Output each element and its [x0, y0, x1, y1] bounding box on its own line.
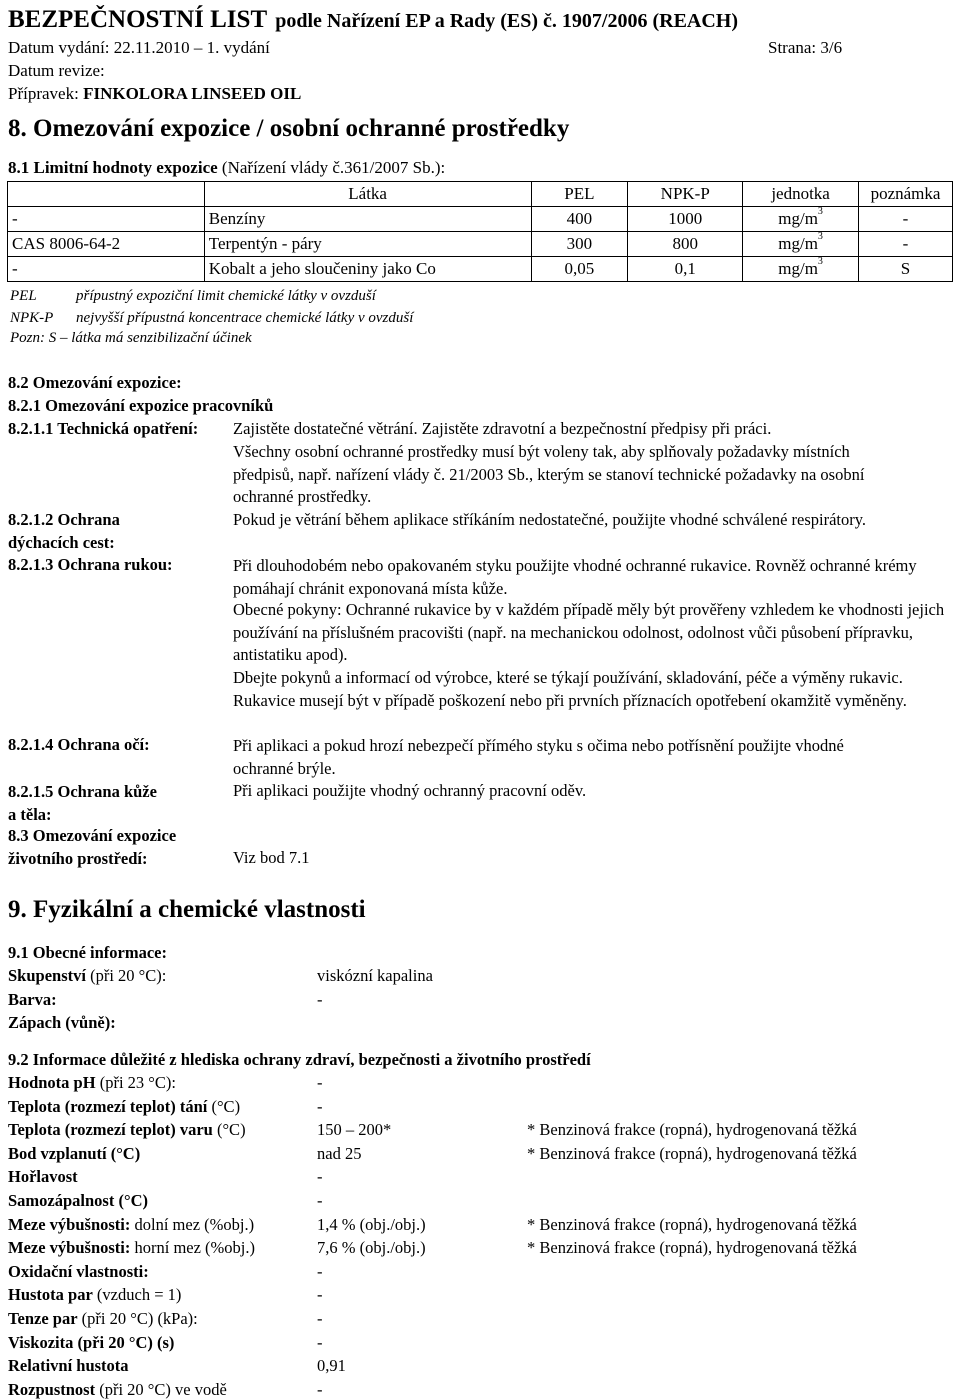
property-footnote: * Benzinová frakce (ropná), hydrogenovaná těžká	[527, 1238, 857, 1258]
table-row	[8, 232, 953, 257]
note-cell: S	[859, 257, 953, 282]
section-8-2-heading: 8.2 Omezování expozice:	[8, 373, 182, 392]
legend-text: nejvyšší přípustná koncentrace chemické látky v ovzduší	[76, 310, 414, 326]
table-header-cell	[8, 182, 205, 207]
property-label: Samozápalnost (°C)	[8, 1191, 148, 1210]
property-label-detail: (při 20 °C) ve vodě	[95, 1379, 227, 1399]
property-label: Teplota (rozmezí teplot) varu	[8, 1120, 213, 1140]
property-row	[8, 1285, 181, 1305]
legend-abbr: NPK-P	[10, 310, 54, 326]
property-value: -	[317, 1379, 323, 1399]
section-8-1-title: 8.1 Limitní hodnoty expozice	[8, 158, 218, 177]
respiratory-protection-label-line2: dýchacích cest:	[8, 532, 115, 552]
property-label: Skupenství	[8, 966, 86, 985]
section-8-1-reference: (Nařízení vlády č.361/2007 Sb.):	[221, 158, 446, 177]
table-header-cell: NPK-P	[628, 182, 743, 207]
npk-cell: 1000	[628, 207, 743, 232]
table-row	[8, 257, 953, 282]
property-row	[8, 1333, 174, 1353]
property-label: Bod vzplanutí (°C)	[8, 1143, 141, 1163]
ventilation-text: Zajistěte dostatečné větrání.	[233, 419, 418, 438]
legend-item	[10, 310, 413, 327]
property-value: -	[317, 990, 323, 1009]
property-row	[8, 1097, 240, 1117]
legend-abbr: Pozn: S –	[10, 330, 68, 346]
property-footnote: * Benzinová frakce (ropná), hydrogenovaná těžká	[527, 1143, 857, 1163]
skin-protection-text: Při aplikaci použijte vhodný ochranný pracovní oděv.	[233, 781, 587, 800]
pel-cell: 300	[531, 232, 628, 257]
property-row	[8, 1380, 227, 1400]
property-label: Barva:	[8, 990, 57, 1009]
eye-protection-text: Při aplikaci a pokud hrozí nebezpečí přímého styku s očima nebo potřísnění použijte vhodné ochranné brýle.	[233, 736, 844, 778]
ppe-requirements-text: Všechny osobní ochranné prostředky musí být voleny tak, aby splňovaly požadavky místních předpisů, např. nařízení vlády č. 21/2003 Sb., kterým se stanoví technické požadavky na osobní ochranné prostředky.	[233, 442, 865, 507]
property-row	[8, 1238, 255, 1258]
issue-date-label: Datum vydání:	[8, 38, 110, 57]
property-row	[8, 1167, 78, 1187]
section-9-heading: 9. Fyzikální a chemické vlastnosti	[8, 896, 366, 923]
property-label-detail: (při 23 °C):	[95, 1073, 176, 1092]
property-value: -	[317, 1167, 323, 1187]
table-header-cell: Látka	[204, 182, 531, 207]
table-header-cell: PEL	[531, 182, 628, 207]
property-row	[8, 1120, 246, 1140]
property-label: Relativní hustota	[8, 1356, 129, 1376]
property-label: Viskozita (při 20 °C) (s)	[8, 1332, 175, 1352]
note-cell: -	[859, 207, 953, 232]
table-header-cell: poznámka	[859, 182, 953, 207]
property-footnote: * Benzinová frakce (ropná), hydrogenovaná těžká	[527, 1120, 857, 1140]
property-label: Meze výbušnosti:	[8, 1214, 131, 1234]
section-9-2-heading: 9.2 Informace důležité z hlediska ochrany zdraví, bezpečnosti a životního prostředí	[8, 1050, 591, 1069]
unit-text: mg/m	[778, 209, 818, 228]
cas-cell: -	[8, 207, 205, 232]
unit-cell	[743, 232, 859, 257]
property-label: Tenze par	[8, 1309, 78, 1328]
substance-cell: Kobalt a jeho sloučeniny jako Co	[204, 257, 531, 282]
property-label: Hořlavost	[8, 1167, 78, 1187]
property-label-detail: dolní mez (%obj.)	[130, 1214, 255, 1234]
pel-cell: 0,05	[531, 257, 628, 282]
property-row	[8, 1191, 148, 1211]
property-label: Zápach (vůně):	[8, 1013, 116, 1032]
property-value: -	[317, 1332, 323, 1352]
property-row	[8, 1356, 129, 1376]
skin-protection-label	[8, 781, 157, 826]
technical-measures-text	[233, 419, 771, 439]
section-8-1-heading	[8, 158, 445, 178]
respiratory-protection-text: Pokud je větrání během aplikace stříkáním nedostatečné, použijte vhodné schválené respirátory.	[233, 510, 867, 529]
substance-cell: Terpentýn - páry	[204, 232, 531, 257]
safety-regulations-text: Zajistěte zdravotní a bezpečnostní předpisy při práci.	[421, 419, 772, 438]
section-8-heading: 8. Omezování expozice / osobní ochranné prostředky	[8, 115, 570, 142]
document-header	[8, 6, 738, 34]
property-value: -	[317, 1285, 323, 1305]
table-row	[8, 207, 953, 232]
property-label-detail: (při 20 °C):	[85, 966, 167, 985]
property-label: Meze výbušnosti:	[8, 1238, 131, 1258]
unit-superscript: 3	[817, 231, 823, 242]
property-label: Rozpustnost	[8, 1379, 96, 1399]
product-value: FINKOLORA LINSEED OIL	[83, 84, 302, 103]
property-value: viskózní kapalina	[317, 966, 433, 985]
legend-text: přípustný expoziční limit chemické látky v ovzduší	[76, 288, 376, 304]
property-label-detail: (při 20 °C) (kPa):	[77, 1309, 198, 1328]
property-row	[8, 1309, 198, 1329]
unit-superscript: 3	[817, 256, 823, 267]
unit-superscript: 3	[817, 206, 823, 217]
unit-text: mg/m	[778, 234, 818, 253]
substance-cell: Benzíny	[204, 207, 531, 232]
document-subtitle: podle Nařízení EP a Rady (ES) č. 1907/2006 (REACH)	[275, 10, 739, 32]
property-label: Teplota (rozmezí teplot) tání	[8, 1096, 208, 1116]
property-label: Hodnota pH	[8, 1073, 96, 1092]
section-8-2-1-heading: 8.2.1 Omezování expozice pracovníků	[8, 396, 274, 415]
legend-item	[10, 288, 376, 305]
property-row	[8, 1262, 149, 1282]
note-cell: -	[859, 232, 953, 257]
property-label-detail: (vzduch = 1)	[92, 1285, 182, 1305]
property-row	[8, 1215, 254, 1235]
table-header-cell: jednotka	[743, 182, 859, 207]
property-label-detail: horní mez (%obj.)	[130, 1238, 256, 1258]
property-row	[8, 966, 166, 986]
property-label: Hustota par	[8, 1285, 93, 1305]
cas-cell: CAS 8006-64-2	[8, 232, 205, 257]
unit-cell	[743, 207, 859, 232]
hand-protection-text-3: Dbejte pokynů a informací od výrobce, které se týkají používání, skladování, péče a výměny rukavic. Rukavice musejí být v případě poškození nebo při prvních příznacích opotřebení okamžitě vyměněny.	[233, 668, 907, 710]
property-row	[8, 1073, 176, 1093]
revision-date-label: Datum revize:	[8, 61, 105, 80]
legend-item	[10, 330, 252, 347]
property-footnote: * Benzinová frakce (ropná), hydrogenovaná těžká	[527, 1214, 857, 1234]
environmental-exposure-label	[8, 825, 176, 870]
property-label-detail: (°C)	[212, 1120, 246, 1140]
technical-measures-label: 8.2.1.1 Technická opatření:	[8, 419, 199, 438]
property-value: -	[317, 1309, 323, 1328]
property-label-detail: (°C)	[207, 1096, 241, 1116]
eye-protection-label: 8.2.1.4 Ochrana očí:	[8, 735, 150, 754]
property-value: 1,4 % (obj./obj.)	[317, 1214, 426, 1234]
product-name	[8, 84, 301, 104]
property-value: 150 – 200*	[317, 1120, 392, 1140]
unit-cell	[743, 257, 859, 282]
hand-protection-label: 8.2.1.3 Ochrana rukou:	[8, 555, 173, 574]
legend-abbr: PEL	[10, 288, 37, 304]
product-label: Přípravek:	[8, 84, 79, 103]
environmental-exposure-label-line1: 8.3 Omezování expozice	[8, 826, 177, 845]
section-9-1-heading: 9.1 Obecné informace:	[8, 943, 167, 962]
skin-protection-label-line1: 8.2.1.5 Ochrana kůže	[8, 782, 157, 801]
environmental-exposure-label-line2: životního prostředí:	[8, 848, 148, 868]
property-value: -	[317, 1073, 323, 1092]
property-value: 7,6 % (obj./obj.)	[317, 1238, 426, 1258]
npk-cell: 0,1	[628, 257, 743, 282]
property-label: Oxidační vlastnosti:	[8, 1261, 149, 1281]
property-value: nad 25	[317, 1143, 362, 1163]
hand-protection-text-1: Při dlouhodobém nebo opakovaném styku použijte vhodné ochranné rukavice. Rovněž ochranné krémy pomáhají chránit exponovaná místa kůže.	[233, 556, 917, 598]
property-row	[8, 1144, 140, 1164]
pel-cell: 400	[531, 207, 628, 232]
npk-cell: 800	[628, 232, 743, 257]
exposure-limits-table	[7, 181, 953, 282]
property-value: 0,91	[317, 1356, 346, 1376]
hand-protection-text-2: Obecné pokyny: Ochranné rukavice by v každém případě měly být prověřeny vzhledem ke vhodnosti jejich používání na příslušném pracovišti (např. na mechanickou odolnost, odolnost vůči působení přípravku, antistatiku apod).	[233, 600, 945, 665]
unit-text: mg/m	[778, 259, 818, 278]
table-header-row	[8, 182, 953, 207]
skin-protection-label-line2: a těla:	[8, 804, 52, 824]
issue-date	[8, 38, 270, 58]
environmental-exposure-text: Viz bod 7.1	[233, 848, 310, 867]
page-number: Strana: 3/6	[768, 38, 843, 57]
property-value: -	[317, 1096, 323, 1116]
property-value: -	[317, 1261, 323, 1281]
legend-text: látka má senzibilizační účinek	[71, 330, 252, 346]
respiratory-protection-label-line1: 8.2.1.2 Ochrana	[8, 510, 120, 529]
respiratory-protection-label	[8, 509, 120, 554]
issue-date-value: 22.11.2010 – 1. vydání	[113, 38, 270, 57]
cas-cell: -	[8, 257, 205, 282]
document-title: BEZPEČNOSTNÍ LIST	[8, 6, 268, 33]
property-value: -	[317, 1191, 323, 1210]
